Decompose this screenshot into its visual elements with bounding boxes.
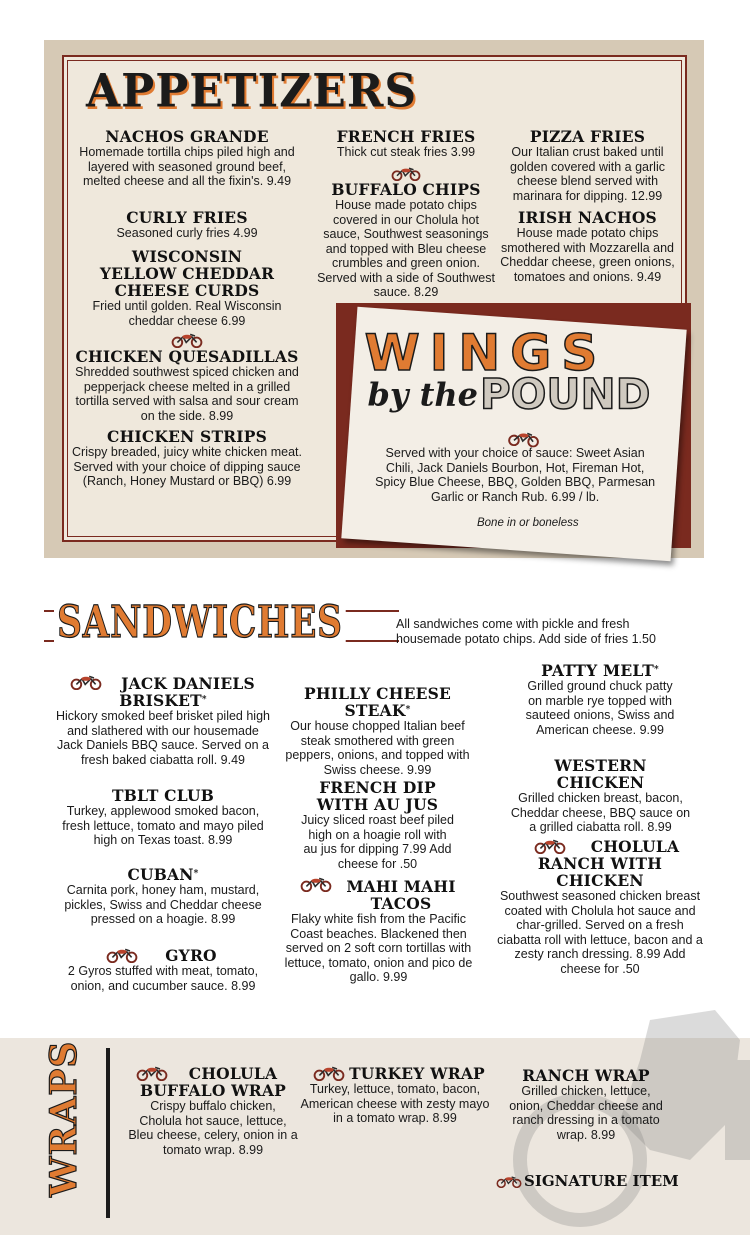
- wings-pound: POUND: [479, 369, 651, 419]
- asterisk: *: [653, 665, 659, 675]
- item-name: IRISH NACHOS: [518, 208, 657, 227]
- motorcycle-icon: [298, 876, 334, 892]
- item-desc: Crispy buffalo chicken, Cholula hot sauce, lettuce, Bleu cheese, celery, onion in a tomato wrap. 8.99: [128, 1099, 298, 1157]
- wings-title: WINGS: [364, 323, 608, 382]
- menu-item-chicken-quesadillas: [72, 348, 302, 423]
- menu-item-cholula-ranch-chicken: [494, 838, 706, 976]
- item-desc: Flaky white fish from the Pacific Coast beaches. Blackened then served on 2 soft corn tortillas with lettuce, tomato, onion and pico de gallo. 9.99: [284, 912, 473, 984]
- wings-desc: Served with your choice of sauce: Sweet Asian Chili, Jack Daniels Bourbon, Hot, Fireman Hot, Spicy Blue Cheese, BBQ, Golden BBQ, Parmesan Garlic or Ranch Rub. 6.99 / lb.: [375, 446, 656, 504]
- menu-item-western-chicken: [508, 757, 693, 835]
- item-name-line2: BRISKET: [119, 691, 202, 710]
- item-desc: Turkey, applewood smoked bacon, fresh lettuce, tomato and mayo piled high on Texas toast. 8.99: [62, 804, 264, 847]
- menu-item-patty-melt: [520, 662, 680, 737]
- menu-item-pizza-fries: [500, 128, 675, 203]
- sandwiches-title: SANDWICHES: [54, 597, 346, 648]
- item-desc: Grilled chicken breast, bacon, Cheddar cheese, BBQ sauce on a grilled ciabatta roll. 8.99: [510, 791, 691, 834]
- item-desc: Shredded southwest spiced chicken and pepperjack cheese melted in a grilled tortilla served with salsa and sour cream on the side. 8.99: [75, 365, 299, 423]
- item-desc: Southwest seasoned chicken breast coated with Cholula hot sauce and char-grilled. Served on a fresh ciabatta roll with lettuce, bacon and a zesty ranch dressing. 8.99 Add cheese for .50: [497, 889, 703, 976]
- item-name: BUFFALO CHIPS: [331, 180, 481, 199]
- item-desc: House made potato chips smothered with Mozzarella and Cheddar cheese, green onions, tomatoes and onions. 9.49: [500, 226, 675, 284]
- item-name: CHOLULA: [590, 837, 680, 856]
- item-name: GYRO: [165, 946, 217, 965]
- item-desc: Carnita pork, honey ham, mustard, pickles, Swiss and Cheddar cheese pressed on a hoagie. 8.99: [64, 883, 262, 926]
- item-name-text: PHILLY CHEESE STEAK: [303, 684, 452, 720]
- item-desc: Seasoned curly fries 4.99: [116, 226, 258, 240]
- item-name: CHICKEN QUESADILLAS: [75, 347, 299, 366]
- item-name: MAHI MAHI TACOS: [346, 877, 456, 913]
- item-name: NACHOS GRANDE: [105, 127, 269, 146]
- motorcycle-icon: [506, 430, 541, 448]
- item-name: [54, 692, 272, 709]
- item-name: FRENCH DIP WITH AU JUS: [316, 778, 439, 814]
- menu-item-turkey-wrap: [300, 1065, 490, 1126]
- wraps-title: WRAPS: [43, 1040, 85, 1197]
- item-desc: Grilled ground chuck patty on marble rye topped with sauteed onions, Swiss and American cheese. 9.99: [525, 679, 675, 737]
- menu-item-cuban: [54, 866, 272, 927]
- item-name: BUFFALO WRAP: [140, 1081, 286, 1100]
- item-name: [54, 866, 272, 883]
- item-name: CHOLULA: [188, 1064, 278, 1083]
- appetizers-title: APPETIZERS: [86, 64, 418, 119]
- item-name: CURLY FRIES: [126, 208, 248, 227]
- menu-item-ranch-wrap: [506, 1067, 666, 1142]
- item-name-line1: JACK DANIELS: [121, 674, 255, 693]
- item-desc: Hickory smoked beef brisket piled high and slathered with our housemade Jack Daniels BBQ sauce. Served on a fresh baked ciabatta roll. 9.49: [56, 709, 270, 767]
- item-name: PIZZA FRIES: [529, 127, 646, 146]
- motorcycle-icon: [170, 332, 204, 348]
- asterisk: *: [201, 695, 207, 705]
- item-name: RANCH WRAP: [522, 1066, 650, 1085]
- item-desc: Our house chopped Italian beef steak smothered with green peppers, onions, and topped with Swiss cheese. 9.99: [285, 719, 470, 777]
- item-name: WESTERN CHICKEN: [554, 756, 647, 792]
- item-desc: Turkey, lettuce, tomato, bacon, American cheese with zesty mayo in a tomato wrap. 8.99: [300, 1082, 490, 1125]
- menu-item-nachos-grande: [72, 128, 302, 189]
- item-desc: 2 Gyros stuffed with meat, tomato, onion, and cucumber sauce. 8.99: [67, 964, 259, 993]
- wings-note: Bone in or boneless: [476, 517, 579, 530]
- item-name: WISCONSIN YELLOW CHEDDAR CHEESE CURDS: [99, 247, 275, 300]
- menu-item-french-dip: [300, 779, 455, 871]
- item-name-text: CUBAN: [127, 865, 194, 884]
- menu-item-philly-cheese-steak: [280, 685, 475, 777]
- item-desc: Grilled chicken, lettuce, onion, Cheddar cheese and ranch dressing in a tomato wrap. 8.99: [509, 1084, 663, 1142]
- menu-item-mahi-mahi-tacos: [276, 912, 481, 985]
- item-desc: Thick cut steak fries 3.99: [336, 145, 476, 159]
- item-name: TURKEY WRAP: [349, 1064, 485, 1083]
- menu-item-cholula-buffalo-wrap: [128, 1065, 298, 1157]
- wings-card: [341, 307, 686, 561]
- item-name: CHICKEN STRIPS: [107, 427, 267, 446]
- motorcycle-icon: [390, 166, 422, 181]
- item-desc: Crispy breaded, juicy white chicken meat. Served with your choice of dipping sauce (Ranch, Honey Mustard or BBQ) 6.99: [72, 445, 302, 488]
- item-name: [520, 662, 680, 679]
- divider: [106, 1048, 110, 1218]
- menu-item-tblt-club: [54, 787, 272, 848]
- item-name-text: PATTY MELT: [541, 661, 654, 680]
- menu-item-jack-daniels-brisket: [54, 675, 272, 767]
- item-name: [280, 685, 475, 719]
- item-name: FRENCH FRIES: [336, 127, 476, 146]
- item-desc: Our Italian crust baked until golden covered with a garlic cheese blend served with marinara for dipping. 12.99: [510, 145, 665, 203]
- item-desc: Homemade tortilla chips piled high and layered with seasoned ground beef, melted cheese and all the fixin's. 9.49: [79, 145, 295, 188]
- menu-item-french-fries: [316, 128, 496, 160]
- menu-item-gyro: [54, 947, 272, 993]
- menu-item-cheese-curds: [92, 248, 282, 328]
- menu-item-irish-nachos: [500, 209, 675, 284]
- menu-item-curly-fries: [72, 209, 302, 241]
- wings-by-the: by the: [367, 375, 479, 414]
- item-name: [54, 675, 272, 692]
- menu-item-buffalo-chips: [316, 181, 496, 300]
- signature-legend: SIGNATURE ITEM: [524, 1172, 679, 1190]
- menu-item-mahi-mahi-tacos-title: [338, 878, 464, 912]
- menu-item-chicken-strips: [72, 428, 302, 489]
- item-desc: Fried until golden. Real Wisconsin cheddar cheese 6.99: [92, 299, 282, 328]
- item-desc: House made potato chips covered in our Cholula hot sauce, Southwest seasonings and topped with Bleu cheese crumbles and green onion. Served with a side of Southwest sauce. 8.29: [317, 198, 495, 299]
- item-desc: Juicy sliced roast beef piled high on a hoagie roll with au jus for dipping 7.99 Add cheese for .50: [301, 813, 454, 871]
- asterisk: *: [405, 705, 411, 715]
- item-name: TBLT CLUB: [111, 786, 214, 805]
- sandwiches-intro: All sandwiches come with pickle and fresh housemade potato chips. Add side of fries 1.50: [396, 617, 656, 646]
- item-name: RANCH WITH CHICKEN: [537, 854, 663, 890]
- motorcycle-icon: [496, 1175, 522, 1188]
- asterisk: *: [193, 869, 199, 879]
